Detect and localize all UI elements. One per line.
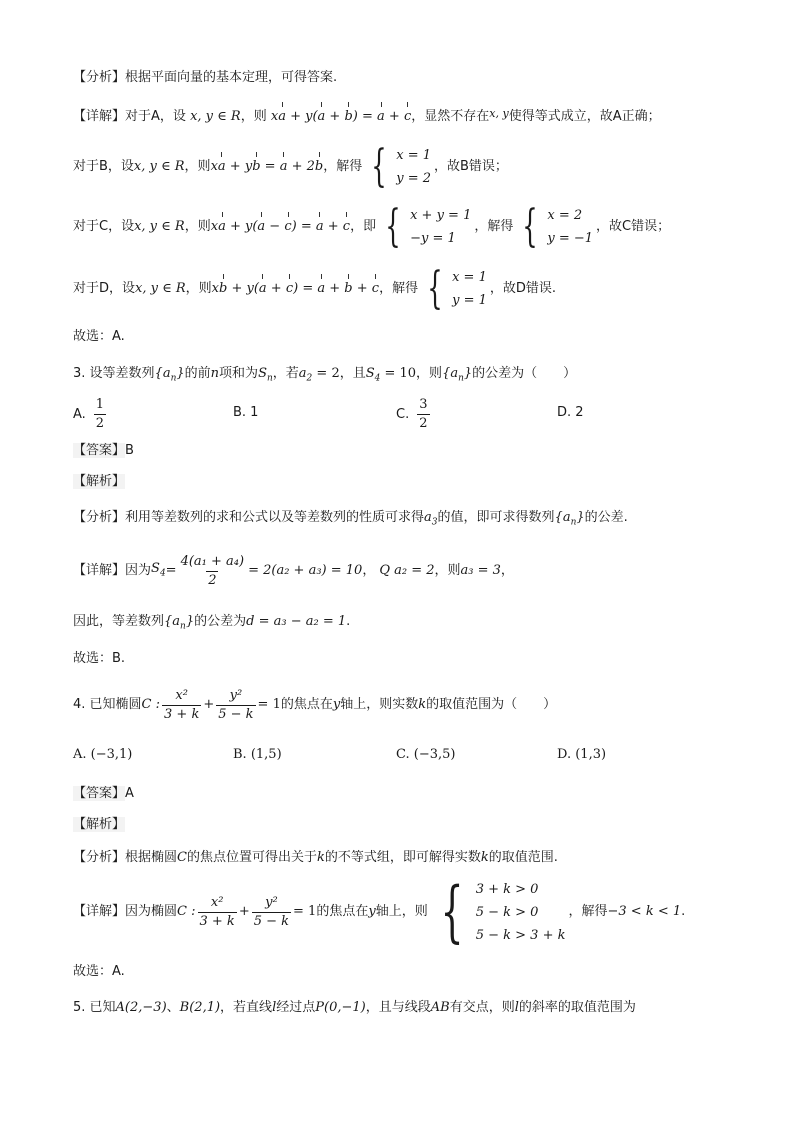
answer-q4: 【答案】A [73, 786, 134, 801]
equation-system: { x = 1 y = 1 [427, 263, 487, 314]
equation-system: { x = 2 y = −1 [522, 201, 594, 252]
conclusion-q3: 因此，等差数列$\{a_n\}$的公差为d = a₃ − a₂ = 1. [73, 614, 351, 632]
vector-equation: xb + y(a + c) = a + b + c [212, 279, 379, 299]
answer-choice-q4: 故选：A. [73, 964, 125, 979]
option-a[interactable]: A. (−3,1) [73, 747, 133, 762]
detail-q3: 【详解】 因为 $S_4$ = $\frac{\text{4(a₁ + a₄)}}{2}$ = 2(a₂ + a₃) = 10 ， Q a₂ = 2 ，则 a₃ = 3 ， [73, 553, 514, 588]
detail-q4: 【详解】 因为椭圆 C : $\frac{\text{x²}}{3 + k}$ + $\frac{\text{y²}}{5 - k}$ = 1 的焦点在 y 轴上，则 { 3 + k > 0 5 − k > 0 5 − k > 3 + k ，解得 −3 < k < 1 . [73, 873, 686, 950]
vector-equation: xa + y(a − c) = a + c [211, 217, 350, 237]
vector-equation: xa + y(a + b) = a + c [271, 109, 411, 124]
analysis-header-q4: 【解析】 [73, 817, 126, 832]
option-a[interactable]: A. $\frac{1}{2}$ [73, 397, 105, 431]
equation-system: { x = 1 y = 2 [371, 141, 432, 192]
equation-system: { x + y = 1 −y = 1 [385, 201, 472, 252]
analysis-header-q3: 【解析】 [73, 474, 126, 489]
detail-line-b: 对于B，设 x, y ∈ R ，则 xa + yb = a + 2b ，解得 { x = 1 y = 2 ，故B错误； [73, 141, 508, 192]
question-3: 3. 设等差数列$\{a_n\}$的前n项和为$S_n$，若$a_2 = 2$，且$S_4 = 10$，则$\{a_n\}$的公差为（ ） [73, 366, 577, 384]
detail-line-d: 对于D，设 x, y ∈ R ，则 xb + y(a + c) = a + b + c ，解得 { x = 1 y = 1 ，故D错误. [73, 263, 557, 314]
option-c[interactable]: C. $\frac{3}{2}$ [396, 397, 428, 431]
inequality-system: { 3 + k > 0 5 − k > 0 5 − k > 3 + k [440, 873, 566, 950]
answer-choice-q2: 故选：A. [73, 329, 125, 344]
option-d[interactable]: D. (1,3) [557, 747, 607, 762]
vector-equation: xa + yb = a + 2b [211, 157, 324, 177]
option-b[interactable]: B. 1 [233, 405, 259, 420]
answer-q3: 【答案】B [73, 443, 134, 458]
answer-choice-q3: 故选：B. [73, 651, 126, 666]
analysis-q3: 【分析】利用等差数列的求和公式以及等差数列的性质可求得$a_3$的值，即可求得数列$\{a_n\}$的公差. [73, 510, 628, 528]
detail-line-a: 【详解】对于A，设 x, y ∈ R，则 xa + y(a + b) = a + c，显然不存在$^{x, y}$使得等式成立，故A正确； [73, 104, 661, 127]
question-4: 4. 已知椭圆 C : $\frac{\text{x²}}{3 + k}$ + $\frac{\text{y²}}{5 - k}$ = 1 的焦点在 y 轴上，则实数 k 的取值范围为（ ） [73, 687, 557, 722]
analysis-q4: 【分析】根据椭圆C的焦点位置可得出关于k的不等式组，即可解得实数k的取值范围. [73, 850, 558, 865]
question-5: 5. 已知A(2,−3)、B(2,1)，若直线l经过点P(0,−1)，且与线段AB有交点，则l的斜率的取值范围为 [73, 1000, 636, 1015]
analysis-line-q2: 【分析】根据平面向量的基本定理，可得答案. [73, 70, 338, 85]
detail-line-c: 对于C，设 x, y ∈ R ，则 xa + y(a − c) = a + c ，即 { x + y = 1 −y = 1 ，解得 { x = 2 y = −1 ，故C错误； [73, 201, 671, 252]
option-d[interactable]: D. 2 [557, 405, 584, 420]
option-c[interactable]: C. (−3,5) [396, 747, 456, 762]
option-b[interactable]: B. (1,5) [233, 747, 282, 762]
